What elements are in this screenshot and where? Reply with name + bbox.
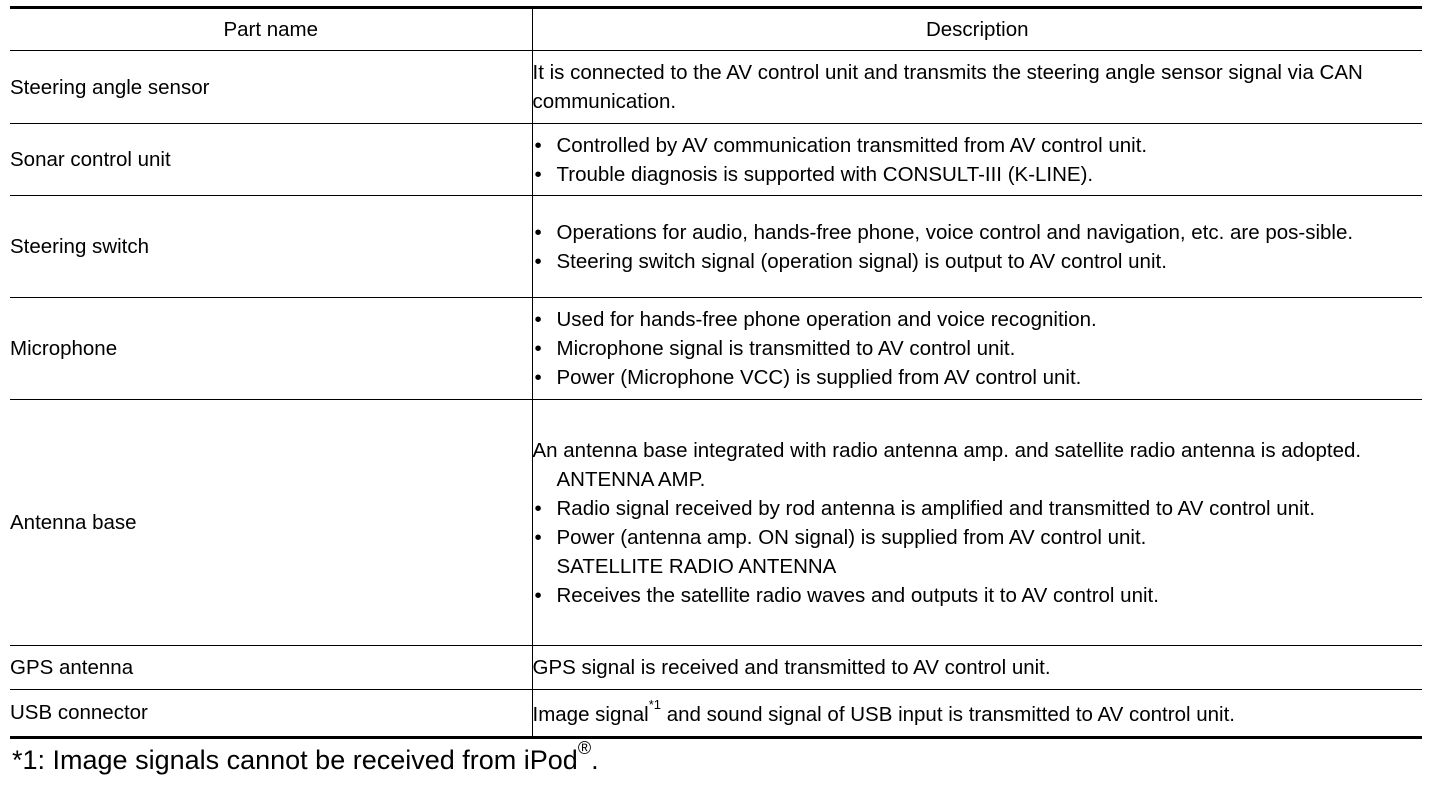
footnote — [12, 738, 599, 778]
table-row — [10, 51, 1422, 124]
header-description: Description — [532, 8, 1422, 51]
part-name: Microphone — [10, 298, 532, 400]
part-name: Antenna base — [10, 400, 532, 646]
bullet-item: • Used for hands-free phone operation and voice recognition. — [533, 305, 1423, 334]
part-description — [532, 690, 1422, 738]
bullet-item: • Receives the satellite radio waves and outputs it to AV control unit. — [533, 581, 1423, 610]
part-description — [532, 196, 1422, 298]
table-row — [10, 646, 1422, 690]
part-name: Sonar control unit — [10, 124, 532, 196]
description-text: It is connected to the AV control unit and transmits the steering angle sensor signal via CAN communication. — [532, 61, 1363, 113]
bullet-item: • Controlled by AV communication transmitted from AV control unit. — [533, 131, 1423, 160]
part-name: GPS antenna — [10, 646, 532, 690]
table-row — [10, 400, 1422, 646]
description-text-end: and sound signal of USB input is transmitted to AV control unit. — [661, 703, 1235, 726]
part-description — [532, 124, 1422, 196]
registered-mark: ® — [577, 738, 592, 758]
table-row — [10, 196, 1422, 298]
description-text — [532, 697, 1423, 729]
bullet-item: • Power (Microphone VCC) is supplied from AV control unit. — [533, 363, 1423, 392]
subheading: SATELLITE RADIO ANTENNA — [556, 554, 837, 578]
part-description — [532, 298, 1422, 400]
part-name: Steering switch — [10, 196, 532, 298]
footnote-end: . — [591, 745, 599, 775]
part-description — [532, 400, 1422, 646]
part-name: USB connector — [10, 690, 532, 738]
description-text: GPS signal is received and transmitted to AV control unit. — [532, 656, 1051, 679]
bullet-item: • Steering switch signal (operation signal) is output to AV control unit. — [533, 247, 1423, 276]
table-header-row — [10, 8, 1422, 51]
table-row — [10, 124, 1422, 196]
bullet-item: • Trouble diagnosis is supported with CONSULT-III (K-LINE). — [533, 160, 1423, 189]
bullet-item: • Power (antenna amp. ON signal) is supplied from AV control unit. — [533, 523, 1423, 552]
subheading: ANTENNA AMP. — [556, 467, 706, 491]
header-part-name: Part name — [10, 8, 532, 51]
table-row — [10, 298, 1422, 400]
footnote-reference: *1 — [648, 697, 662, 712]
bullet-item: • Operations for audio, hands-free phone, voice control and navigation, etc. are pos-sible. — [533, 218, 1423, 247]
part-description — [532, 646, 1422, 690]
parts-table — [10, 6, 1422, 739]
description-text-start: Image signal — [532, 703, 649, 726]
bullet-item: • Radio signal received by rod antenna is amplified and transmitted to AV control unit. — [533, 494, 1423, 523]
table-row — [10, 690, 1422, 738]
bullet-item: • Microphone signal is transmitted to AV control unit. — [533, 334, 1423, 363]
description-text: An antenna base integrated with radio antenna amp. and satellite radio antenna is adopted. — [532, 438, 1362, 462]
part-description — [532, 51, 1422, 124]
footnote-text: *1: Image signals cannot be received from iPod — [12, 745, 578, 775]
part-name: Steering angle sensor — [10, 51, 532, 124]
